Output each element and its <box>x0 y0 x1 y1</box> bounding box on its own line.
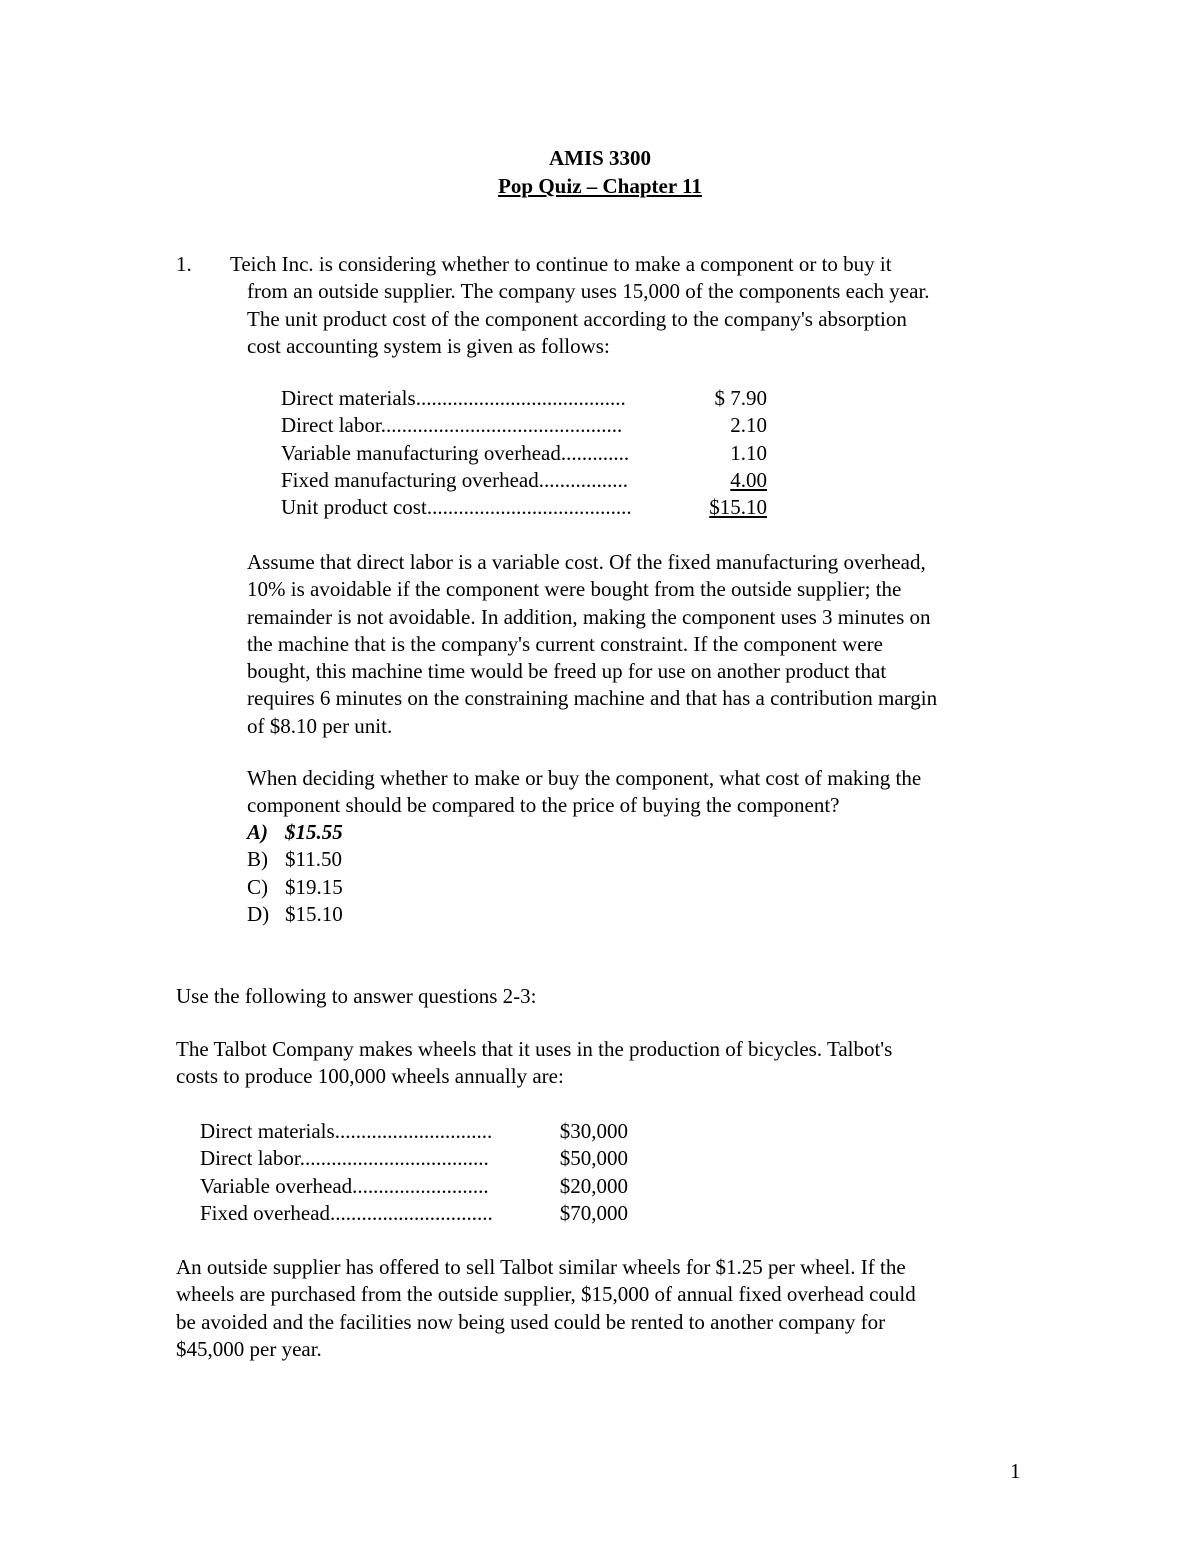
cost-label: Unit product cost <box>281 495 427 520</box>
cost-amount: $50,000 <box>559 1146 628 1171</box>
offer-line: An outside supplier has offered to sell Talbot similar wheels for $1.25 per wheel. If the <box>176 1255 906 1279</box>
choice-text: $19.15 <box>285 874 343 899</box>
choice-a <box>247 819 343 846</box>
choice-letter: D) <box>247 901 270 926</box>
cost-total: $15.10 <box>709 495 767 520</box>
question-1-line-2: from an outside supplier. The company uses 15,000 of the components each year. <box>247 279 930 304</box>
document-header <box>0 144 1200 200</box>
assumption-line: Assume that direct labor is a variable cost. Of the fixed manufacturing overhead, <box>247 550 926 574</box>
prompt-line: When deciding whether to make or buy the component, what cost of making the <box>247 766 922 790</box>
cost-amount: $30,000 <box>559 1119 628 1143</box>
choice-letter: A) <box>247 820 268 844</box>
page-number: 1 <box>1010 1459 1021 1483</box>
cost-row-direct-materials <box>281 385 767 412</box>
cost-amount: 2.10 <box>730 413 767 438</box>
choice-letter: C) <box>247 874 268 899</box>
cost-amount: $ 7.90 <box>714 386 767 410</box>
question-1-line-3: The unit product cost of the component according to the company's absorption <box>247 306 907 331</box>
leader-dots: .............................. <box>334 1119 493 1143</box>
cost-row-direct-labor <box>200 1145 628 1172</box>
leader-dots: ............................... <box>330 1200 493 1225</box>
choice-c <box>247 874 343 901</box>
cost-label: Fixed manufacturing overhead <box>281 467 539 492</box>
choice-text: $11.50 <box>285 847 342 872</box>
talbot-context <box>176 1036 1056 1091</box>
assumption-line: requires 6 minutes on the constraining machine and that has a contribution margin <box>247 686 938 711</box>
assumption-line: bought, this machine time would be freed up for use on another product that <box>247 659 887 684</box>
question-1-prompt <box>247 765 1047 820</box>
leader-dots: .......................... <box>352 1173 489 1198</box>
assumption-line: remainder is not avoidable. In addition, making the component uses 3 minutes on <box>247 604 931 629</box>
cost-row-fixed-overhead <box>281 467 767 494</box>
cost-label: Variable manufacturing overhead <box>281 440 561 465</box>
cost-row-direct-labor <box>281 412 767 439</box>
cost-row-direct-materials <box>200 1118 628 1145</box>
choice-text: $15.10 <box>285 901 343 926</box>
supplier-offer <box>176 1254 1056 1363</box>
offer-line: wheels are purchased from the outside supplier, $15,000 of annual fixed overhead could <box>176 1282 916 1307</box>
cost-label: Direct labor <box>281 413 381 438</box>
prompt-line: component should be compared to the price of buying the component? <box>247 793 840 818</box>
cost-amount: $20,000 <box>559 1173 628 1198</box>
question-1-assumptions <box>247 549 1047 740</box>
offer-line: be avoided and the facilities now being used could be rented to another company for <box>176 1309 886 1334</box>
leader-dots: ....................................... <box>426 495 632 520</box>
cost-row-unit-product-cost <box>281 494 767 521</box>
question-1-line-1: Teich Inc. is considering whether to continue to make a component or to buy it <box>230 252 892 276</box>
leader-dots: ................. <box>538 467 628 492</box>
cost-label: Fixed overhead <box>200 1200 331 1225</box>
assumption-line: 10% is avoidable if the component were bought from the outside supplier; the <box>247 577 902 602</box>
wheel-cost-table <box>200 1118 628 1227</box>
leader-dots: ........................................ <box>415 386 626 410</box>
context-line: The Talbot Company makes wheels that it uses in the production of bicycles. Talbot's <box>176 1037 893 1061</box>
question-1-intro <box>176 251 1036 360</box>
cost-amount: 1.10 <box>730 440 767 465</box>
cost-row-variable-overhead <box>281 440 767 467</box>
question-1-number: 1. <box>176 252 192 276</box>
cost-label: Direct materials <box>281 386 416 410</box>
answer-choices <box>247 819 343 928</box>
leader-dots: .............................................. <box>380 413 623 438</box>
assumption-line: of $8.10 per unit. <box>247 713 393 738</box>
question-1-line-4: cost accounting system is given as follows: <box>247 333 610 358</box>
choice-d <box>247 901 343 928</box>
instruction-text: Use the following to answer questions 2-3: <box>176 984 537 1008</box>
cost-label: Variable overhead <box>200 1173 353 1198</box>
assumption-line: the machine that is the company's current constraint. If the component were <box>247 631 883 656</box>
quiz-title: Pop Quiz – Chapter 11 <box>498 174 702 198</box>
cost-label: Direct labor <box>200 1146 300 1171</box>
cost-amount: 4.00 <box>730 467 767 492</box>
unit-cost-table <box>281 385 767 521</box>
choice-letter: B) <box>247 847 268 872</box>
cost-amount: $70,000 <box>559 1200 628 1225</box>
offer-line: $45,000 per year. <box>176 1336 322 1361</box>
cost-row-fixed-overhead <box>200 1200 628 1227</box>
choice-text: $15.55 <box>285 820 343 844</box>
context-line: costs to produce 100,000 wheels annually are: <box>176 1064 564 1089</box>
cost-label: Direct materials <box>200 1119 335 1143</box>
leader-dots: .................................... <box>299 1146 489 1171</box>
group-instruction <box>176 983 1056 1010</box>
cost-row-variable-overhead <box>200 1173 628 1200</box>
course-title: AMIS 3300 <box>548 146 652 170</box>
choice-b <box>247 846 343 873</box>
leader-dots: ............. <box>560 440 630 465</box>
